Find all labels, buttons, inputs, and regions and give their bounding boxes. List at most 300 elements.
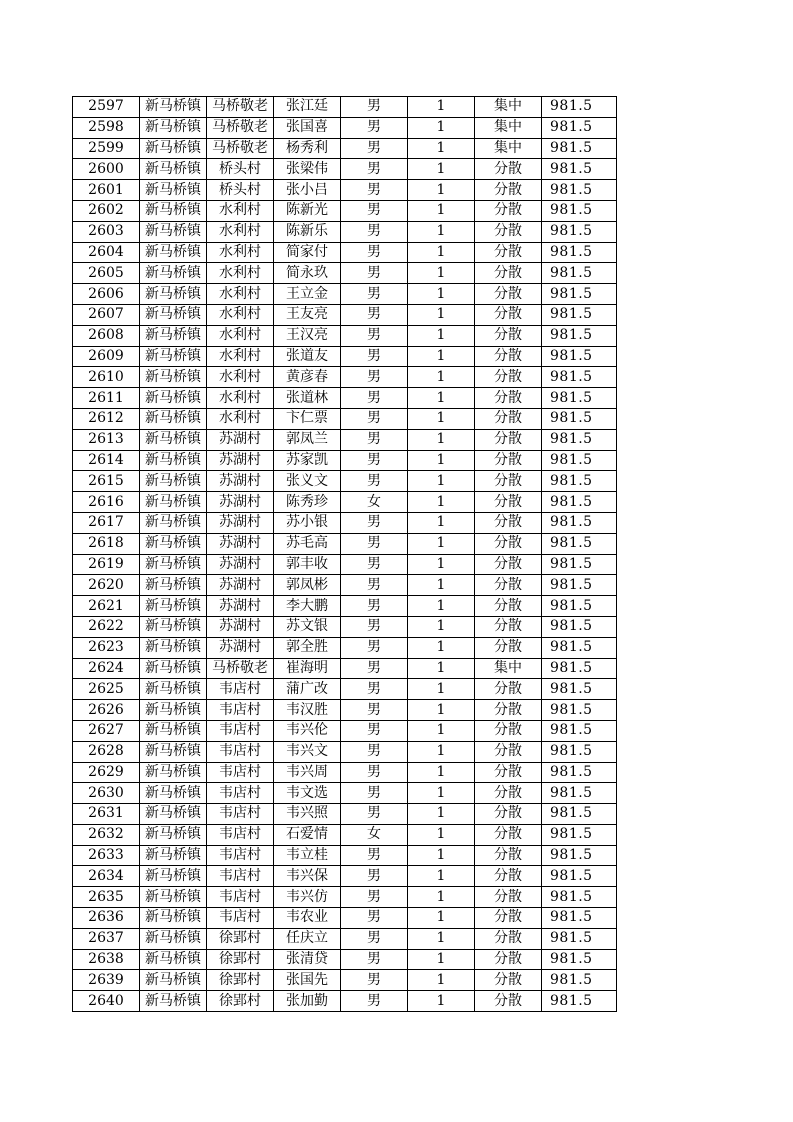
count-cell: 1 [408, 367, 475, 388]
table-row [73, 845, 617, 866]
gender-cell: 男 [341, 471, 408, 492]
gender-cell: 男 [341, 700, 408, 721]
table-row [73, 408, 617, 429]
table-row [73, 512, 617, 533]
gender-cell: 男 [341, 533, 408, 554]
gender-cell: 男 [341, 741, 408, 762]
support-type-cell: 分散 [475, 616, 542, 637]
support-type-cell: 分散 [475, 700, 542, 721]
amount-cell: 981.5 [542, 845, 617, 866]
village-cell: 水利村 [207, 263, 274, 284]
table-row [73, 533, 617, 554]
table-row [73, 928, 617, 949]
person-name-cell: 韦兴仿 [274, 887, 341, 908]
count-cell: 1 [408, 887, 475, 908]
amount-cell: 981.5 [542, 512, 617, 533]
town-cell: 新马桥镇 [140, 804, 207, 825]
town-cell: 新马桥镇 [140, 346, 207, 367]
count-cell: 1 [408, 408, 475, 429]
gender-cell: 男 [341, 284, 408, 305]
gender-cell: 女 [341, 492, 408, 513]
person-name-cell: 黄彦春 [274, 367, 341, 388]
gender-cell: 男 [341, 429, 408, 450]
amount-cell: 981.5 [542, 616, 617, 637]
support-type-cell: 分散 [475, 824, 542, 845]
support-type-cell: 分散 [475, 304, 542, 325]
person-name-cell: 杨秀利 [274, 138, 341, 159]
record-number-cell: 2603 [73, 221, 140, 242]
support-type-cell: 分散 [475, 242, 542, 263]
amount-cell: 981.5 [542, 346, 617, 367]
amount-cell: 981.5 [542, 554, 617, 575]
count-cell: 1 [408, 284, 475, 305]
support-type-cell: 分散 [475, 221, 542, 242]
record-number-cell: 2632 [73, 824, 140, 845]
count-cell: 1 [408, 97, 475, 118]
support-type-cell: 分散 [475, 159, 542, 180]
amount-cell: 981.5 [542, 804, 617, 825]
roster-table [72, 96, 617, 1012]
table-row [73, 596, 617, 617]
gender-cell: 男 [341, 408, 408, 429]
town-cell: 新马桥镇 [140, 138, 207, 159]
village-cell: 水利村 [207, 408, 274, 429]
table-row [73, 388, 617, 409]
amount-cell: 981.5 [542, 866, 617, 887]
amount-cell: 981.5 [542, 762, 617, 783]
gender-cell: 男 [341, 596, 408, 617]
amount-cell: 981.5 [542, 138, 617, 159]
person-name-cell: 简家付 [274, 242, 341, 263]
table-row [73, 284, 617, 305]
table-row [73, 180, 617, 201]
support-type-cell: 分散 [475, 533, 542, 554]
person-name-cell: 蒲广改 [274, 679, 341, 700]
amount-cell: 981.5 [542, 533, 617, 554]
gender-cell: 男 [341, 180, 408, 201]
village-cell: 韦店村 [207, 741, 274, 762]
town-cell: 新马桥镇 [140, 741, 207, 762]
table-row [73, 159, 617, 180]
person-name-cell: 崔海明 [274, 658, 341, 679]
person-name-cell: 韦立桂 [274, 845, 341, 866]
record-number-cell: 2629 [73, 762, 140, 783]
gender-cell: 男 [341, 887, 408, 908]
gender-cell: 男 [341, 866, 408, 887]
village-cell: 桥头村 [207, 159, 274, 180]
village-cell: 苏湖村 [207, 429, 274, 450]
record-number-cell: 2619 [73, 554, 140, 575]
record-number-cell: 2618 [73, 533, 140, 554]
town-cell: 新马桥镇 [140, 658, 207, 679]
gender-cell: 男 [341, 221, 408, 242]
amount-cell: 981.5 [542, 575, 617, 596]
record-number-cell: 2627 [73, 720, 140, 741]
table-row [73, 575, 617, 596]
gender-cell: 男 [341, 346, 408, 367]
count-cell: 1 [408, 783, 475, 804]
record-number-cell: 2638 [73, 949, 140, 970]
gender-cell: 男 [341, 242, 408, 263]
town-cell: 新马桥镇 [140, 304, 207, 325]
village-cell: 韦店村 [207, 845, 274, 866]
record-number-cell: 2610 [73, 367, 140, 388]
count-cell: 1 [408, 741, 475, 762]
person-name-cell: 韦兴文 [274, 741, 341, 762]
amount-cell: 981.5 [542, 991, 617, 1012]
village-cell: 水利村 [207, 367, 274, 388]
town-cell: 新马桥镇 [140, 928, 207, 949]
village-cell: 韦店村 [207, 908, 274, 929]
gender-cell: 男 [341, 658, 408, 679]
count-cell: 1 [408, 533, 475, 554]
record-number-cell: 2624 [73, 658, 140, 679]
table-row [73, 138, 617, 159]
village-cell: 徐郢村 [207, 970, 274, 991]
record-number-cell: 2599 [73, 138, 140, 159]
count-cell: 1 [408, 346, 475, 367]
support-type-cell: 分散 [475, 471, 542, 492]
record-number-cell: 2622 [73, 616, 140, 637]
count-cell: 1 [408, 928, 475, 949]
person-name-cell: 张梁伟 [274, 159, 341, 180]
support-type-cell: 分散 [475, 970, 542, 991]
person-name-cell: 张江廷 [274, 97, 341, 118]
person-name-cell: 韦文选 [274, 783, 341, 804]
town-cell: 新马桥镇 [140, 700, 207, 721]
person-name-cell: 韦兴周 [274, 762, 341, 783]
table-row [73, 325, 617, 346]
support-type-cell: 分散 [475, 450, 542, 471]
support-type-cell: 分散 [475, 866, 542, 887]
support-type-cell: 分散 [475, 741, 542, 762]
amount-cell: 981.5 [542, 908, 617, 929]
record-number-cell: 2613 [73, 429, 140, 450]
gender-cell: 男 [341, 138, 408, 159]
record-number-cell: 2600 [73, 159, 140, 180]
support-type-cell: 分散 [475, 284, 542, 305]
record-number-cell: 2605 [73, 263, 140, 284]
gender-cell: 男 [341, 928, 408, 949]
village-cell: 韦店村 [207, 720, 274, 741]
record-number-cell: 2626 [73, 700, 140, 721]
village-cell: 水利村 [207, 304, 274, 325]
count-cell: 1 [408, 200, 475, 221]
support-type-cell: 分散 [475, 720, 542, 741]
town-cell: 新马桥镇 [140, 554, 207, 575]
person-name-cell: 郭凤兰 [274, 429, 341, 450]
record-number-cell: 2639 [73, 970, 140, 991]
count-cell: 1 [408, 304, 475, 325]
count-cell: 1 [408, 991, 475, 1012]
amount-cell: 981.5 [542, 284, 617, 305]
village-cell: 徐郢村 [207, 949, 274, 970]
village-cell: 苏湖村 [207, 533, 274, 554]
village-cell: 韦店村 [207, 866, 274, 887]
support-type-cell: 分散 [475, 512, 542, 533]
person-name-cell: 苏毛高 [274, 533, 341, 554]
count-cell: 1 [408, 221, 475, 242]
support-type-cell: 分散 [475, 180, 542, 201]
village-cell: 徐郢村 [207, 928, 274, 949]
gender-cell: 女 [341, 824, 408, 845]
gender-cell: 男 [341, 263, 408, 284]
support-type-cell: 分散 [475, 887, 542, 908]
town-cell: 新马桥镇 [140, 762, 207, 783]
person-name-cell: 韦农业 [274, 908, 341, 929]
gender-cell: 男 [341, 304, 408, 325]
town-cell: 新马桥镇 [140, 866, 207, 887]
town-cell: 新马桥镇 [140, 471, 207, 492]
support-type-cell: 集中 [475, 658, 542, 679]
person-name-cell: 韦兴照 [274, 804, 341, 825]
person-name-cell: 陈秀珍 [274, 492, 341, 513]
count-cell: 1 [408, 616, 475, 637]
gender-cell: 男 [341, 908, 408, 929]
record-number-cell: 2612 [73, 408, 140, 429]
table-row [73, 658, 617, 679]
table-row [73, 783, 617, 804]
table-row [73, 804, 617, 825]
person-name-cell: 韦汉胜 [274, 700, 341, 721]
person-name-cell: 苏家凯 [274, 450, 341, 471]
amount-cell: 981.5 [542, 159, 617, 180]
person-name-cell: 张小吕 [274, 180, 341, 201]
town-cell: 新马桥镇 [140, 616, 207, 637]
table-row [73, 221, 617, 242]
table-row [73, 616, 617, 637]
amount-cell: 981.5 [542, 242, 617, 263]
record-number-cell: 2635 [73, 887, 140, 908]
support-type-cell: 集中 [475, 97, 542, 118]
count-cell: 1 [408, 575, 475, 596]
town-cell: 新马桥镇 [140, 783, 207, 804]
count-cell: 1 [408, 263, 475, 284]
person-name-cell: 韦兴伦 [274, 720, 341, 741]
record-number-cell: 2636 [73, 908, 140, 929]
count-cell: 1 [408, 429, 475, 450]
village-cell: 马桥敬老 [207, 117, 274, 138]
table-row [73, 304, 617, 325]
record-number-cell: 2597 [73, 97, 140, 118]
count-cell: 1 [408, 866, 475, 887]
town-cell: 新马桥镇 [140, 824, 207, 845]
gender-cell: 男 [341, 970, 408, 991]
person-name-cell: 王立金 [274, 284, 341, 305]
table-row [73, 679, 617, 700]
amount-cell: 981.5 [542, 970, 617, 991]
support-type-cell: 分散 [475, 200, 542, 221]
count-cell: 1 [408, 117, 475, 138]
table-row [73, 866, 617, 887]
table-row [73, 242, 617, 263]
amount-cell: 981.5 [542, 658, 617, 679]
support-type-cell: 分散 [475, 367, 542, 388]
gender-cell: 男 [341, 450, 408, 471]
person-name-cell: 张道林 [274, 388, 341, 409]
town-cell: 新马桥镇 [140, 845, 207, 866]
gender-cell: 男 [341, 325, 408, 346]
village-cell: 水利村 [207, 346, 274, 367]
town-cell: 新马桥镇 [140, 970, 207, 991]
town-cell: 新马桥镇 [140, 221, 207, 242]
village-cell: 韦店村 [207, 679, 274, 700]
table-row [73, 346, 617, 367]
town-cell: 新马桥镇 [140, 408, 207, 429]
table-row [73, 492, 617, 513]
person-name-cell: 陈新光 [274, 200, 341, 221]
village-cell: 马桥敬老 [207, 138, 274, 159]
table-row [73, 700, 617, 721]
record-number-cell: 2634 [73, 866, 140, 887]
person-name-cell: 张道友 [274, 346, 341, 367]
record-number-cell: 2616 [73, 492, 140, 513]
village-cell: 苏湖村 [207, 471, 274, 492]
record-number-cell: 2615 [73, 471, 140, 492]
person-name-cell: 卞仁票 [274, 408, 341, 429]
count-cell: 1 [408, 658, 475, 679]
table-row [73, 263, 617, 284]
table-row [73, 970, 617, 991]
amount-cell: 981.5 [542, 783, 617, 804]
village-cell: 苏湖村 [207, 492, 274, 513]
person-name-cell: 王汉亮 [274, 325, 341, 346]
record-number-cell: 2631 [73, 804, 140, 825]
count-cell: 1 [408, 512, 475, 533]
count-cell: 1 [408, 138, 475, 159]
record-number-cell: 2625 [73, 679, 140, 700]
table-row [73, 554, 617, 575]
town-cell: 新马桥镇 [140, 117, 207, 138]
town-cell: 新马桥镇 [140, 887, 207, 908]
gender-cell: 男 [341, 512, 408, 533]
town-cell: 新马桥镇 [140, 450, 207, 471]
support-type-cell: 分散 [475, 575, 542, 596]
amount-cell: 981.5 [542, 263, 617, 284]
count-cell: 1 [408, 450, 475, 471]
town-cell: 新马桥镇 [140, 284, 207, 305]
amount-cell: 981.5 [542, 887, 617, 908]
support-type-cell: 分散 [475, 783, 542, 804]
town-cell: 新马桥镇 [140, 492, 207, 513]
town-cell: 新马桥镇 [140, 949, 207, 970]
town-cell: 新马桥镇 [140, 429, 207, 450]
town-cell: 新马桥镇 [140, 908, 207, 929]
amount-cell: 981.5 [542, 200, 617, 221]
amount-cell: 981.5 [542, 388, 617, 409]
support-type-cell: 分散 [475, 263, 542, 284]
support-type-cell: 分散 [475, 845, 542, 866]
town-cell: 新马桥镇 [140, 367, 207, 388]
support-type-cell: 分散 [475, 679, 542, 700]
amount-cell: 981.5 [542, 949, 617, 970]
person-name-cell: 李大鹏 [274, 596, 341, 617]
town-cell: 新马桥镇 [140, 637, 207, 658]
record-number-cell: 2617 [73, 512, 140, 533]
count-cell: 1 [408, 596, 475, 617]
town-cell: 新马桥镇 [140, 991, 207, 1012]
person-name-cell: 苏文银 [274, 616, 341, 637]
support-type-cell: 分散 [475, 429, 542, 450]
record-number-cell: 2607 [73, 304, 140, 325]
support-type-cell: 分散 [475, 408, 542, 429]
support-type-cell: 集中 [475, 117, 542, 138]
support-type-cell: 分散 [475, 762, 542, 783]
town-cell: 新马桥镇 [140, 242, 207, 263]
village-cell: 桥头村 [207, 180, 274, 201]
gender-cell: 男 [341, 762, 408, 783]
gender-cell: 男 [341, 679, 408, 700]
amount-cell: 981.5 [542, 741, 617, 762]
amount-cell: 981.5 [542, 97, 617, 118]
amount-cell: 981.5 [542, 928, 617, 949]
support-type-cell: 分散 [475, 596, 542, 617]
village-cell: 韦店村 [207, 824, 274, 845]
gender-cell: 男 [341, 200, 408, 221]
village-cell: 水利村 [207, 284, 274, 305]
record-number-cell: 2602 [73, 200, 140, 221]
support-type-cell: 分散 [475, 991, 542, 1012]
record-number-cell: 2611 [73, 388, 140, 409]
count-cell: 1 [408, 242, 475, 263]
village-cell: 苏湖村 [207, 616, 274, 637]
person-name-cell: 任庆立 [274, 928, 341, 949]
count-cell: 1 [408, 700, 475, 721]
count-cell: 1 [408, 949, 475, 970]
count-cell: 1 [408, 325, 475, 346]
town-cell: 新马桥镇 [140, 575, 207, 596]
gender-cell: 男 [341, 117, 408, 138]
support-type-cell: 分散 [475, 346, 542, 367]
record-number-cell: 2623 [73, 637, 140, 658]
table-row [73, 949, 617, 970]
count-cell: 1 [408, 824, 475, 845]
amount-cell: 981.5 [542, 429, 617, 450]
gender-cell: 男 [341, 575, 408, 596]
person-name-cell: 郭凤彬 [274, 575, 341, 596]
village-cell: 水利村 [207, 221, 274, 242]
gender-cell: 男 [341, 720, 408, 741]
person-name-cell: 张国喜 [274, 117, 341, 138]
village-cell: 马桥敬老 [207, 658, 274, 679]
amount-cell: 981.5 [542, 117, 617, 138]
village-cell: 水利村 [207, 388, 274, 409]
support-type-cell: 分散 [475, 949, 542, 970]
person-name-cell: 张加勤 [274, 991, 341, 1012]
village-cell: 韦店村 [207, 887, 274, 908]
person-name-cell: 石爱情 [274, 824, 341, 845]
person-name-cell: 张义文 [274, 471, 341, 492]
record-number-cell: 2609 [73, 346, 140, 367]
village-cell: 韦店村 [207, 762, 274, 783]
table-row [73, 741, 617, 762]
gender-cell: 男 [341, 804, 408, 825]
gender-cell: 男 [341, 845, 408, 866]
gender-cell: 男 [341, 554, 408, 575]
support-type-cell: 分散 [475, 637, 542, 658]
count-cell: 1 [408, 492, 475, 513]
count-cell: 1 [408, 159, 475, 180]
amount-cell: 981.5 [542, 720, 617, 741]
table-row [73, 471, 617, 492]
town-cell: 新马桥镇 [140, 180, 207, 201]
village-cell: 苏湖村 [207, 512, 274, 533]
village-cell: 苏湖村 [207, 637, 274, 658]
amount-cell: 981.5 [542, 325, 617, 346]
count-cell: 1 [408, 554, 475, 575]
town-cell: 新马桥镇 [140, 533, 207, 554]
table-row [73, 991, 617, 1012]
